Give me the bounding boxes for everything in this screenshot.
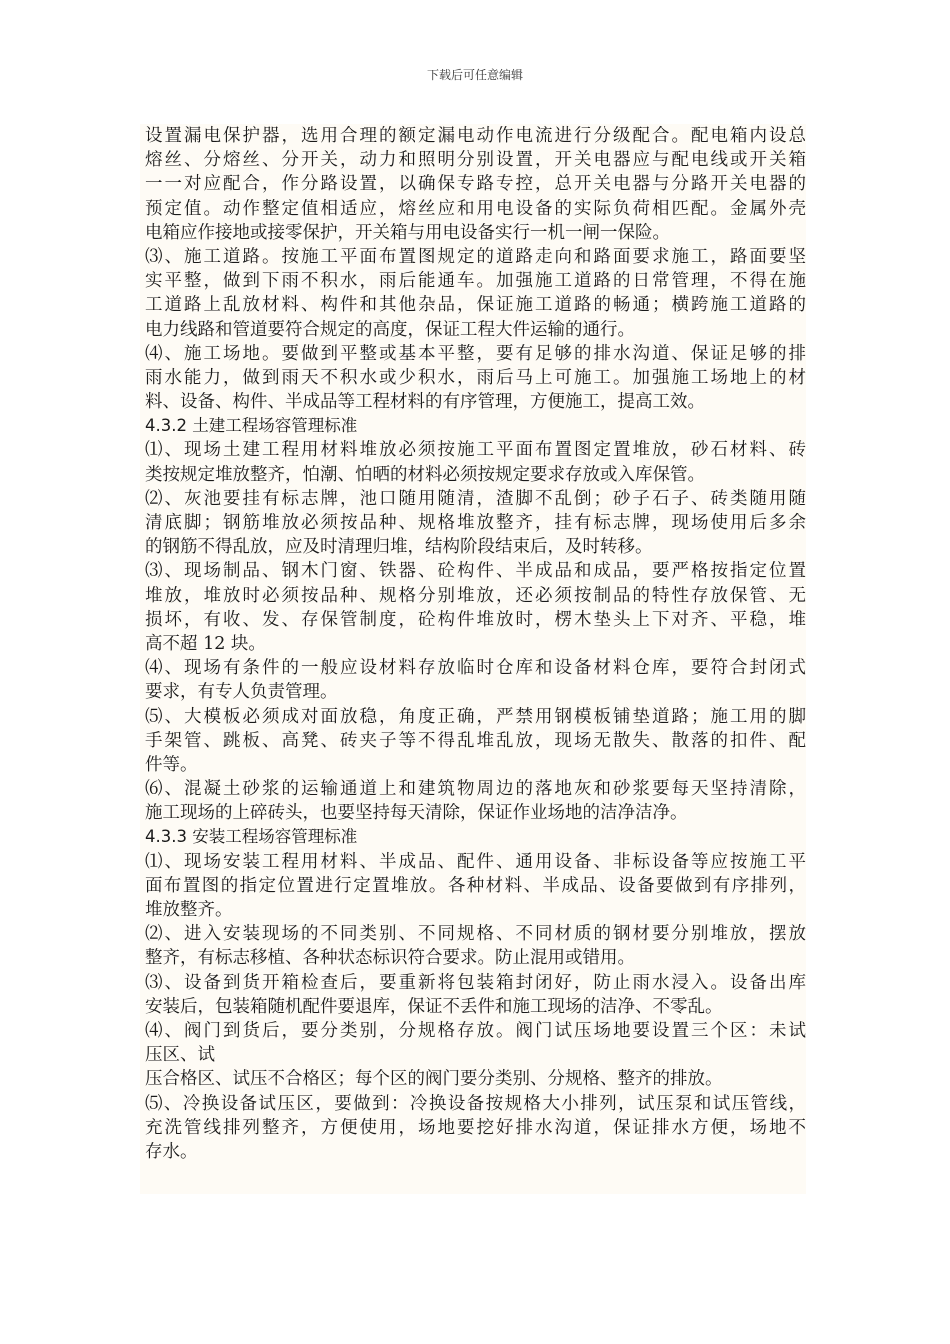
text-line: ⑵、灰池要挂有标志牌，池口随用随清，渣脚不乱倒；砂子石子、砖类随用随 <box>145 488 806 509</box>
text-line: 电箱应作接地或接零保护，开关箱与用电设备实行一机一闸一保险。 <box>145 222 670 243</box>
text-line: 充洗管线排列整齐，方便使用，场地要挖好排水沟道，保证排水方便，场地不 <box>145 1117 806 1138</box>
text-line: 设置漏电保护器，选用合理的额定漏电动作电流进行分级配合。配电箱内设总 <box>145 126 806 146</box>
text-line: ⑸、冷换设备试压区，要做到：冷换设备按规格大小排列，试压泵和试压管线， <box>145 1093 806 1114</box>
text-line: 熔丝、分熔丝、分开关，动力和照明分别设置，开关电器应与配电线或开关箱 <box>145 150 806 171</box>
text-line: 工道路上乱放材料、构件和其他杂品，保证施工道路的畅通；横跨施工道路的 <box>145 295 806 316</box>
text-line: ⑶、设备到货开箱检查后，要重新将包装箱封闭好，防止雨水浸入。设备出库 <box>145 972 806 993</box>
text-line: ⑸、大模板必须成对面放稳，角度正确，严禁用钢模板铺垫道路；施工用的脚 <box>145 706 806 727</box>
text-line: ⑷、现场有条件的一般应设材料存放临时仓库和设备材料仓库，要符合封闭式 <box>145 658 806 679</box>
text-line: 雨水能力，做到雨天不积水或少积水，雨后马上可施工。加强施工场地上的材 <box>145 367 806 388</box>
text-line: 面布置图的指定位置进行定置堆放。各种材料、半成品、设备要做到有序排列， <box>145 875 806 896</box>
text-line: ⑶、现场制品、钢木门窗、铁器、砼构件、半成品和成品，要严格按指定位置 <box>145 561 806 582</box>
text-line: ⑴、现场土建工程用材料堆放必须按施工平面布置图定置堆放，砂石材料、砖 <box>145 440 806 461</box>
text-line: 手架管、跳板、高凳、砖夹子等不得乱堆乱放，现场无散失、散落的扣件、配 <box>145 730 806 751</box>
text-line: 预定值。动作整定值相适应，熔丝应和用电设备的实际负荷相匹配。金属外壳 <box>145 198 806 219</box>
text-line: ⑶、施工道路。按施工平面布置图规定的道路走向和路面要求施工，路面要坚 <box>145 246 806 267</box>
text-line: ⑵、进入安装现场的不同类别、不同规格、不同材质的钢材要分别堆放，摆放 <box>145 924 806 945</box>
text-line: 整齐，有标志移植、各种状态标识符合要求。防止混用或错用。 <box>145 948 635 969</box>
text-line: 的钢筋不得乱放，应及时清理归堆，结构阶段结束后，及时转移。 <box>145 537 653 558</box>
text-line: ⑴、现场安装工程用材料、半成品、配件、通用设备、非标设备等应按施工平 <box>145 851 806 872</box>
section-heading: 4.3.2 土建工程场容管理标准 <box>145 416 358 436</box>
text-line: 存水。 <box>145 1141 198 1162</box>
page-header: 下载后可任意编辑 <box>426 68 523 82</box>
text-line: ⑷、施工场地。要做到平整或基本平整，要有足够的排水沟道、保证足够的排 <box>145 343 806 364</box>
document-body <box>140 124 806 1194</box>
text-line: 安装后，包装箱随机配件要退库，保证不丢件和施工现场的洁净、不零乱。 <box>145 996 723 1017</box>
text-line: 堆放，堆放时必须按品种、规格分别堆放，还必须按制品的特性存放保管、无 <box>145 585 806 606</box>
text-line: 堆放整齐。 <box>145 900 233 920</box>
text-line: 要求，有专人负责管理。 <box>145 682 338 703</box>
text-line: ⑹、混凝土砂浆的运输通道上和建筑物周边的落地灰和砂浆要每天坚持清除， <box>145 779 806 800</box>
text-line: 压合格区、试压不合格区；每个区的阀门要分类别、分规格、整齐的排放。 <box>145 1069 723 1090</box>
text-line: 清底脚；钢筋堆放必须按品种、规格堆放整齐，挂有标志牌，现场使用后多余 <box>145 513 806 533</box>
text-line: 料、设备、构件、半成品等工程材料的有序管理，方便施工，提高工效。 <box>145 392 705 413</box>
text-line: 压区、试 <box>145 1045 215 1066</box>
text-line: 施工现场的上碎砖头，也要坚持每天清除，保证作业场地的洁净洁净。 <box>145 803 688 824</box>
section-heading: 4.3.3 安装工程场容管理标准 <box>145 827 358 847</box>
text-line: 件等。 <box>145 754 198 775</box>
text-line: ⑷、阀门到货后，要分类别，分规格存放。阀门试压场地要设置三个区：未试 <box>145 1020 806 1041</box>
text-line: 高不超 12 块。 <box>145 633 266 654</box>
text-line: 损坏，有收、发、存保管制度，砼构件堆放时，楞木垫头上下对齐、平稳，堆 <box>145 609 806 630</box>
text-line: 电力线路和管道要符合规定的高度，保证工程大件运输的通行。 <box>145 319 635 340</box>
text-line: 一一对应配合，作分路设置，以确保专路专控，总开关电器与分路开关电器的 <box>145 174 806 195</box>
text-line: 类按规定堆放整齐，怕潮、怕晒的材料必须按规定要求存放或入库保管。 <box>145 464 705 485</box>
text-line: 实平整，做到下雨不积水，雨后能通车。加强施工道路的日常管理，不得在施 <box>145 271 806 292</box>
